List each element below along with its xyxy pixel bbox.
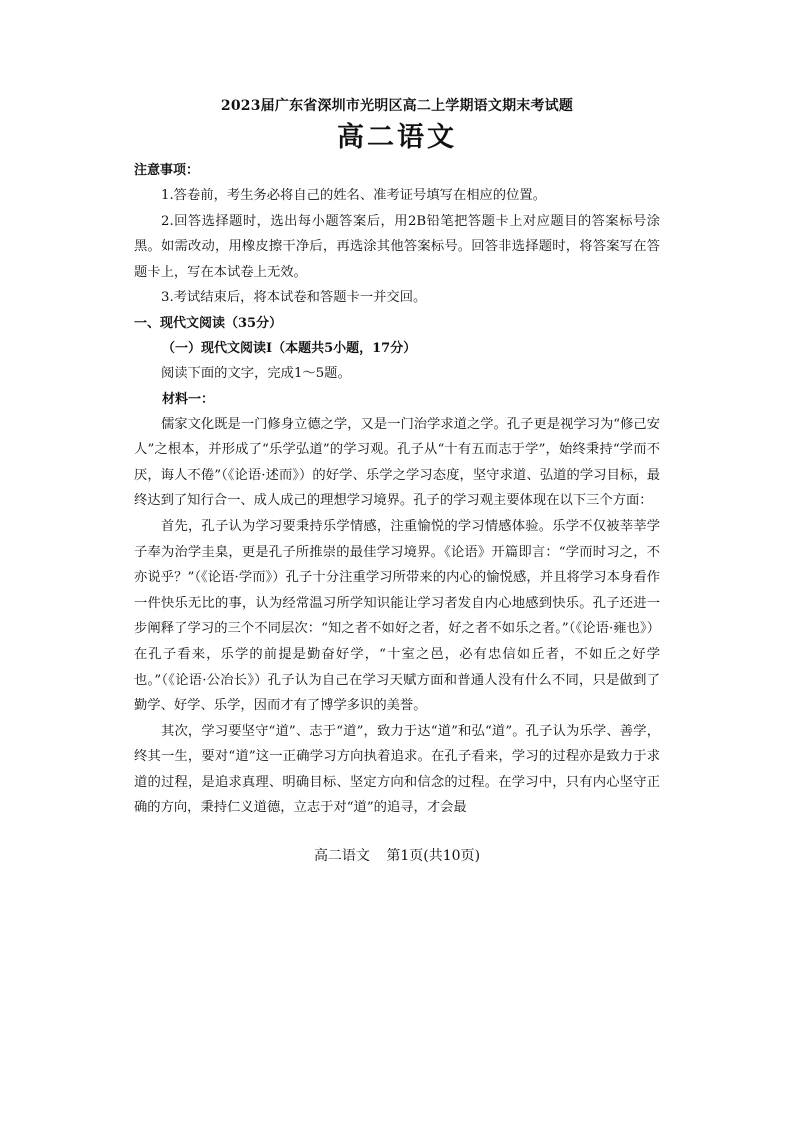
material-label: 材料一： <box>162 391 215 407</box>
page-content <box>134 96 660 821</box>
subsection-heading: （一）现代文阅读Ⅰ（本题共5小题，17分） <box>162 340 417 356</box>
passage-paragraph-2: 首先，孔子认为学习要秉持乐学情感，注重愉悦的学习情感体验。乐学不仅被莘莘学子奉为治学圭臬，更是孔子所推崇的最佳学习境界。《论语》开篇即言：“学而时习之，不亦说乎？”（《论语·学而》）孔子十分注重学习所带来的内心的愉悦感，并且将学习本身看作一件快乐无比的事，认为经常温习所学知识能让学习者发自内心地感到快乐。孔子还进一步阐释了学习的三个不同层次：“知之者不如好之者，好之者不如乐之者。”（《论语·雍也》）在孔子看来，乐学的前提是勤奋好学，“十室之邑，必有忠信如丘者，不如丘之好学也。”（《论语·公冶长》）孔子认为自己在学习天赋方面和普通人没有什么不同，只是做到了勤学、好学、乐学，因而才有了博学多识的美誉。 <box>134 518 660 714</box>
section-heading: 一、现代文阅读（35分） <box>134 315 283 331</box>
notice-item-2: 2.回答选择题时，选出每小题答案后，用2B铅笔把答题卡上对应题目的答案标号涂黑。如需改动，用橡皮擦干净后，再选涂其他答案标号。回答非选择题时，将答案写在答题卡上，写在本试卷上无效。 <box>134 213 660 280</box>
reading-instruction: 阅读下面的文字，完成1～5题。 <box>161 365 351 381</box>
passage-paragraph-3: 其次，学习要坚守“道”、志于“道”，致力于达“道”和弘“道”。孔子认为乐学、善学，终其一生，要对“道”这一正确学习方向执着追求。在孔子看来，学习的过程亦是致力于求道的过程，是追求真理、明确目标、坚定方向和信念的过程。在学习中，只有内心坚守正确的方向，秉持仁义道德，立志于对“道”的追寻，才会最 <box>134 723 660 816</box>
notice-item-1: 1.答卷前，考生务必将自己的姓名、准考证号填写在相应的位置。 <box>161 188 546 203</box>
exam-top-title: 2023届广东省深圳市光明区高二上学期语文期末考试题 <box>220 98 574 114</box>
passage-paragraph-1: 儒家文化既是一门修身立德之学，又是一门治学求道之学。孔子更是视学习为“修己安人”之根本，并形成了“乐学弘道”的学习观。孔子从“十有五而志于学”，始终秉持“学而不厌，诲人不倦”（《论语·述而》）的好学、乐学之学习态度，坚守求道、弘道的学习目标，最终达到了知行合一、成人成己的理想学习境界。孔子的学习观主要体现在以下三个方面： <box>134 416 660 509</box>
footer-page-number: 第1页(共10页) <box>386 848 481 864</box>
notice-heading: 注意事项： <box>134 163 200 178</box>
footer-subject: 高二语文 <box>313 848 370 864</box>
page-footer <box>0 846 794 866</box>
notice-item-3: 3.考试结束后，将本试卷和答题卡一并交回。 <box>161 290 427 306</box>
exam-main-title: 高二语文 <box>337 122 457 153</box>
